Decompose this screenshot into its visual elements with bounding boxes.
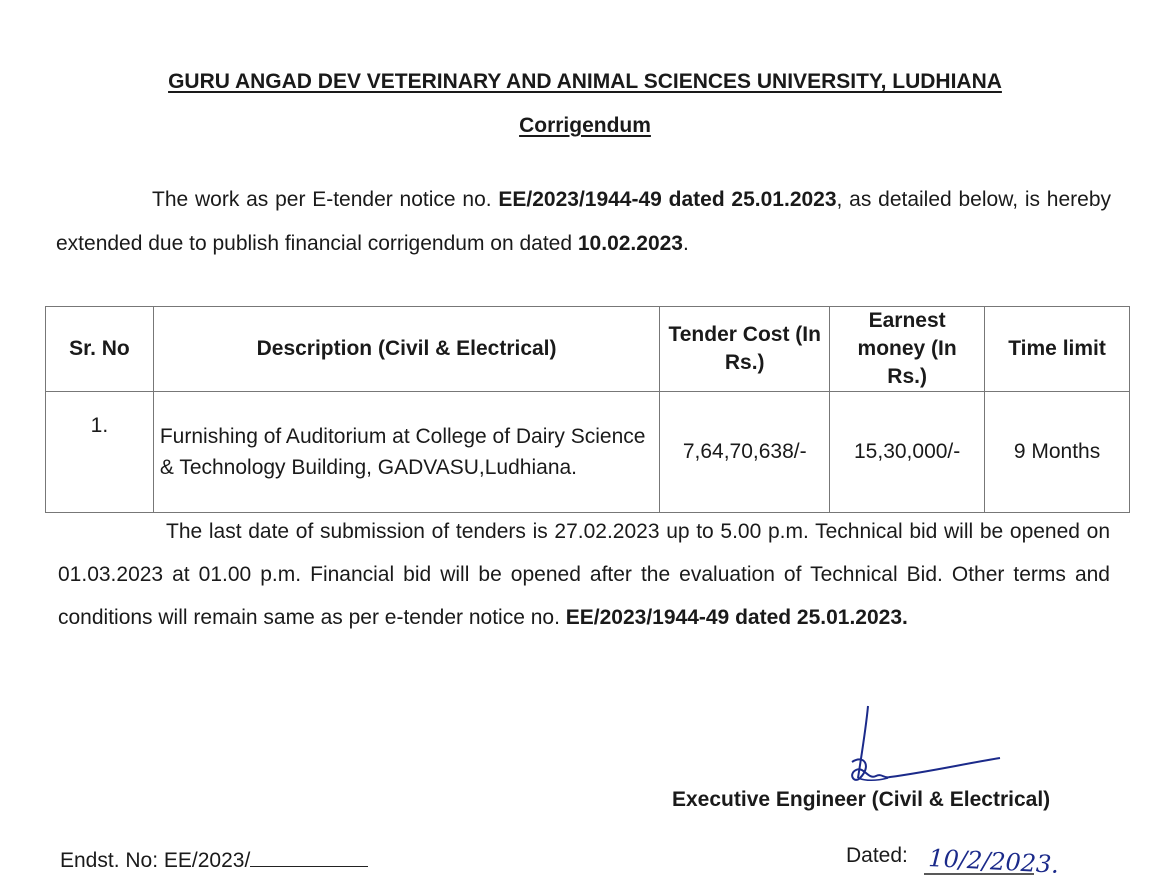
intro-notice-ref: EE/2023/1944-49 dated 25.01.2023: [498, 188, 837, 211]
header-description: Description (Civil & Electrical): [153, 307, 659, 392]
cell-description: Furnishing of Auditorium at College of Dairy Science & Technology Building, GADVASU,Ludhiana.: [153, 392, 659, 513]
table-header-row: [46, 307, 1130, 392]
terms-notice-ref: EE/2023/1944-49 dated 25.01.2023.: [565, 606, 908, 629]
handwritten-date-text: 10/2/2023.: [927, 844, 1060, 879]
header-earnest-money: Earnest money (In Rs.): [830, 307, 985, 392]
intro-text-3: .: [682, 232, 689, 255]
table-row: [46, 392, 1130, 513]
cell-earnest-money: 15,30,000/-: [830, 392, 985, 513]
endorsement-number: [60, 846, 368, 873]
header-tender-cost: Tender Cost (In Rs.): [660, 307, 830, 392]
university-name: GURU ANGAD DEV VETERINARY AND ANIMAL SCIENCES UNIVERSITY, LUDHIANA: [168, 70, 1002, 93]
dated-label: Dated:: [846, 844, 908, 867]
header-time-limit: Time limit: [985, 307, 1130, 392]
header-sr-no: Sr. No: [46, 307, 154, 392]
terms-paragraph: [58, 510, 1110, 639]
terms-text: The last date of submission of tenders is 27.02.2023 up to 5.00 p.m. Technical bid will be opened on 01.03.2023 at 01.00 p.m. Financial bid will be opened after the evaluation of Technical Bid. Other terms and conditions will remain same as per e-tender notice no.: [58, 520, 1110, 629]
endorsement-label: Endst. No: EE/2023/: [60, 849, 251, 872]
document-title: Corrigendum: [519, 114, 651, 137]
cell-sr-no: 1.: [46, 392, 154, 513]
signature-image: [838, 700, 1018, 800]
intro-paragraph: [56, 178, 1111, 266]
intro-text-1: The work as per E-tender notice no.: [152, 188, 499, 211]
intro-corrigendum-date: 10.02.2023: [577, 232, 683, 255]
cell-tender-cost: 7,64,70,638/-: [660, 392, 830, 513]
signatory-title: Executive Engineer (Civil & Electrical): [672, 788, 1051, 811]
intro-text-2: , as detailed below, is hereby extended due to publish financial corrigendum on dated: [56, 188, 1112, 255]
tender-table: [45, 306, 1130, 513]
handwritten-date: [922, 838, 1072, 882]
endorsement-blank-line: [250, 846, 368, 867]
cell-time-limit: 9 Months: [985, 392, 1130, 513]
